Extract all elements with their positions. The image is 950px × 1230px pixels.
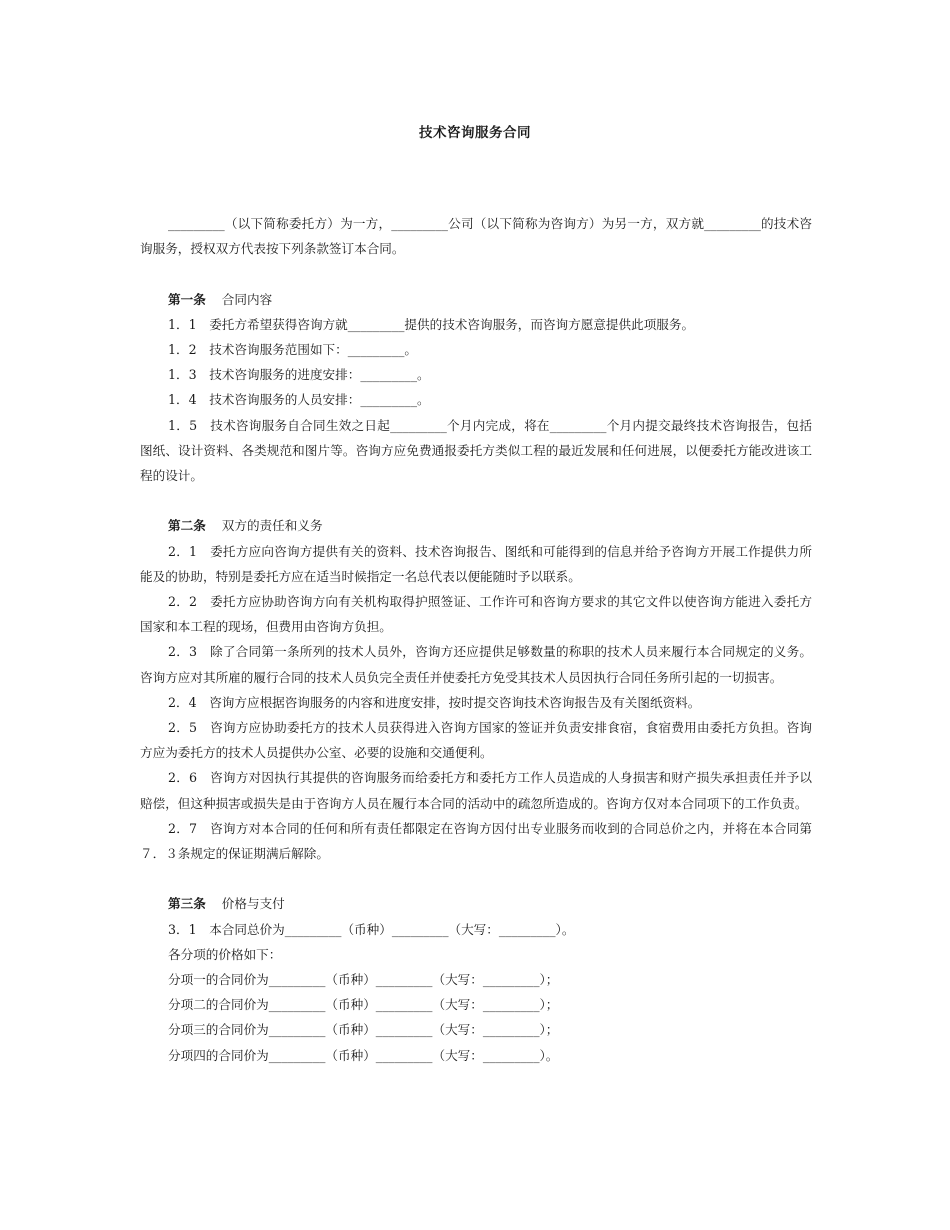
section-heading-text: 合同内容 bbox=[221, 291, 273, 307]
section-heading bbox=[140, 513, 812, 538]
section-heading bbox=[140, 891, 812, 916]
section-1 bbox=[140, 287, 812, 489]
clause: 2．3 除了合同第一条所列的技术人员外，咨询方还应提供足够数量的称职的技术人员来履行本合同规定的义务。咨询方应对其所雇的履行合同的技术人员负完全责任并使委托方免受其技术人员因执行合同任务所引起的一切损害。 bbox=[140, 644, 812, 685]
clause: 1．2 技术咨询服务范围如下：_________。 bbox=[168, 342, 418, 357]
document-title: 技术咨询服务合同 bbox=[419, 125, 531, 141]
section-heading-text: 双方的责任和义务 bbox=[221, 518, 323, 534]
price-line: 分项四的合同价为_________（币种）_________（大写：_________）。 bbox=[168, 1047, 559, 1063]
section-label: 第一条 bbox=[168, 291, 206, 307]
section-3 bbox=[140, 891, 812, 1067]
intro-paragraph: _________（以下简称委托方）为一方，_________公司（以下简称为咨询方）为另一方，双方就_________的技术咨询服务，授权双方代表按下列条款签订本合同。 bbox=[140, 216, 812, 257]
section-heading-text: 价格与支付 bbox=[221, 896, 285, 912]
clause: 1．5 技术咨询服务自合同生效之日起_________个月内完成，将在_________个月内提交最终技术咨询报告，包括图纸、设计资料、各类规范和图片等。咨询方应免费通报委托方类似工程的最近发展和任何进展，以便委托方能改进该工程的设计。 bbox=[140, 417, 812, 484]
clause: 3．1 本合同总价为_________（币种）_________（大写：_________）。 bbox=[168, 921, 575, 937]
document-body bbox=[140, 211, 812, 1068]
clause: 2．6 咨询方对因执行其提供的咨询服务而给委托方和委托方工作人员造成的人身损害和财产损失承担责任并予以赔偿，但这种损害或损失是由于咨询方人员在履行本合同的活动中的疏忽所造成的。咨询方仅对本合同项下的工作负责。 bbox=[140, 770, 812, 811]
price-line: 分项二的合同价为_________（币种）_________（大写：_________）； bbox=[168, 997, 559, 1013]
section-2 bbox=[140, 513, 812, 866]
clause: 2．4 咨询方应根据咨询服务的内容和进度安排，按时提交咨询技术咨询报告及有关图纸资料。 bbox=[168, 694, 701, 710]
clause: 2．2 委托方应协助咨询方向有关机构取得护照签证、工作许可和咨询方要求的其它文件以使咨询方能进入委托方国家和本工程的现场，但费用由咨询方负担。 bbox=[140, 594, 812, 635]
clause: 2．7 咨询方对本合同的任何和所有责任都限定在咨询方因付出专业服务而收到的合同总价之内，并将在本合同第７．３条规定的保证期满后解除。 bbox=[140, 820, 812, 862]
section-heading bbox=[140, 287, 812, 312]
section-label: 第三条 bbox=[168, 896, 206, 912]
price-line: 分项三的合同价为_________（币种）_________（大写：_________）； bbox=[168, 1022, 559, 1038]
price-line: 各分项的价格如下： bbox=[168, 946, 282, 962]
price-line: 分项一的合同价为_________（币种）_________（大写：_________）； bbox=[168, 972, 559, 988]
clause: 1．1 委托方希望获得咨询方就_________提供的技术咨询服务，而咨询方愿意提供此项服务。 bbox=[168, 316, 695, 332]
clause: 1．3 技术咨询服务的进度安排：_________。 bbox=[168, 367, 430, 383]
clause: 2．5 咨询方应协助委托方的技术人员获得进入咨询方国家的签证并负责安排食宿，食宿费用由委托方负担。咨询方应为委托方的技术人员提供办公室、必要的设施和交通便利。 bbox=[140, 720, 812, 761]
clause: 1．4 技术咨询服务的人员安排：_________。 bbox=[168, 392, 430, 408]
section-label: 第二条 bbox=[168, 518, 206, 534]
clause: 2．1 委托方应向咨询方提供有关的资料、技术咨询报告、图纸和可能得到的信息并给予咨询方开展工作提供力所能及的协助，特别是委托方应在适当时候指定一名总代表以便能随时予以联系。 bbox=[140, 543, 812, 584]
